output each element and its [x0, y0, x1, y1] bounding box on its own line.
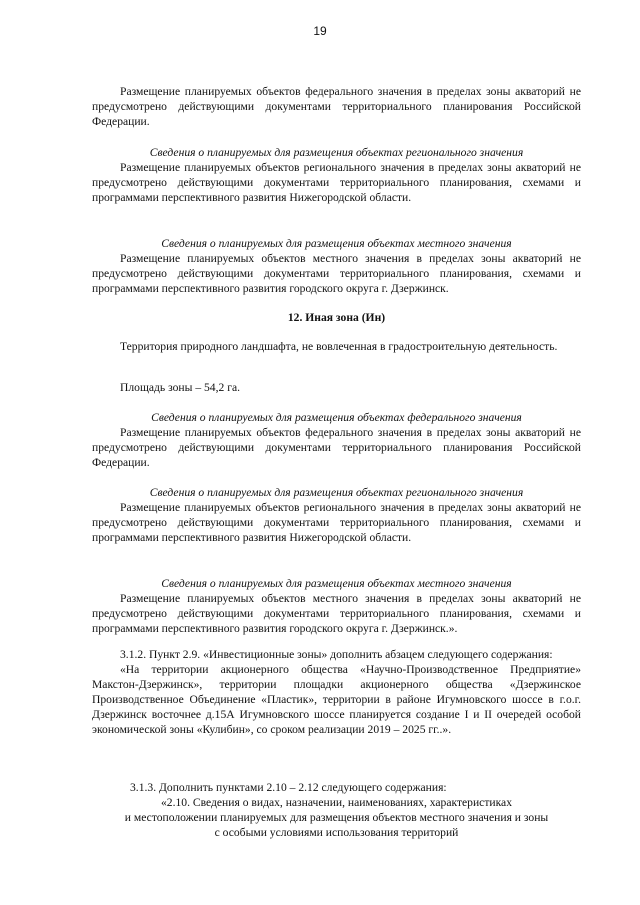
zone-description [92, 339, 581, 354]
local-section-2 [92, 576, 581, 636]
paragraph-text: Размещение планируемых объектов регионального значения в пределах зоны акваторий не предусмотрено действующими документами территориального планирования, схемами и программами перспективного развития Нижегородской области. [92, 501, 581, 544]
paragraph-text: Размещение планируемых объектов местного значения в пределах зоны акваторий не предусмотрено действующими документами территориального планирования, схемами и программами перспективного развития городского округа г. Дзержинск.». [92, 592, 581, 635]
federal-paragraph [92, 84, 581, 129]
zone-heading: 12. Иная зона (Ин) [287, 311, 386, 324]
section-heading: Сведения о планируемых для размещения объектах федерального значения [151, 411, 522, 424]
paragraph-text: Размещение планируемых объектов местного значения в пределах зоны акваторий не предусмотрено действующими документами территориального планирования, схемами и программами перспективного развития городского округа г. Дзержинск. [92, 252, 581, 295]
section-heading: Сведения о планируемых для размещения объектах регионального значения [149, 486, 524, 499]
zone-title [92, 310, 581, 325]
quoted-heading-line: «2.10. Сведения о видах, назначении, наименованиях, характеристиках [161, 796, 512, 809]
local-section [92, 236, 581, 296]
paragraph-text: 3.1.2. Пункт 2.9. «Инвестиционные зоны» дополнить абзацем следующего содержания: [120, 648, 553, 661]
federal-section [92, 410, 581, 470]
paragraph-text: Размещение планируемых объектов федерального значения в пределах зоны акваторий не предусмотрено действующими документами территориального планирования Российской Федерации. [92, 85, 581, 128]
paragraph-text: Территория природного ландшафта, не вовлеченная в градостроительную деятельность. [120, 340, 558, 353]
paragraph-text: Размещение планируемых объектов федерального значения в пределах зоны акваторий не предусмотрено действующими документами территориального планирования Российской Федерации. [92, 426, 581, 469]
quoted-text: «На территории акционерного общества «Научно-Производственное Предприятие» Макстон-Дзержинск», территории площадки акционерного общества «Дзержинское Производственное Объединение «Пластик», территории в районе Игумновского шоссе в г.о.г. Дзержинск восточнее д.15А Игумновского шоссе планируется создание I и II очередей особой экономической зоны «Кулибин», со сроком реализации 2019 – 2025 гг..». [92, 663, 581, 736]
zone-area [92, 380, 581, 395]
section-heading: Сведения о планируемых для размещения объектах местного значения [161, 577, 512, 590]
regional-section [92, 145, 581, 205]
paragraph-text: Размещение планируемых объектов регионального значения в пределах зоны акваторий не предусмотрено действующими документами территориального планирования, схемами и программами перспективного развития Нижегородской области. [92, 161, 581, 204]
paragraph-text: 3.1.3. Дополнить пунктами 2.10 – 2.12 следующего содержания: [130, 781, 447, 794]
quoted-heading-line: с особыми условиями использования территорий [214, 826, 459, 839]
page-number: 19 [313, 24, 327, 38]
section-heading: Сведения о планируемых для размещения объектах местного значения [161, 237, 512, 250]
quoted-heading-line: и местоположении планируемых для размещения объектов местного значения и зоны [124, 811, 549, 824]
section-heading: Сведения о планируемых для размещения объектах регионального значения [149, 146, 524, 159]
item-3-1-2 [92, 647, 581, 737]
item-3-1-3 [92, 780, 581, 840]
paragraph-text: Площадь зоны – 54,2 га. [120, 381, 240, 394]
regional-section-2 [92, 485, 581, 545]
